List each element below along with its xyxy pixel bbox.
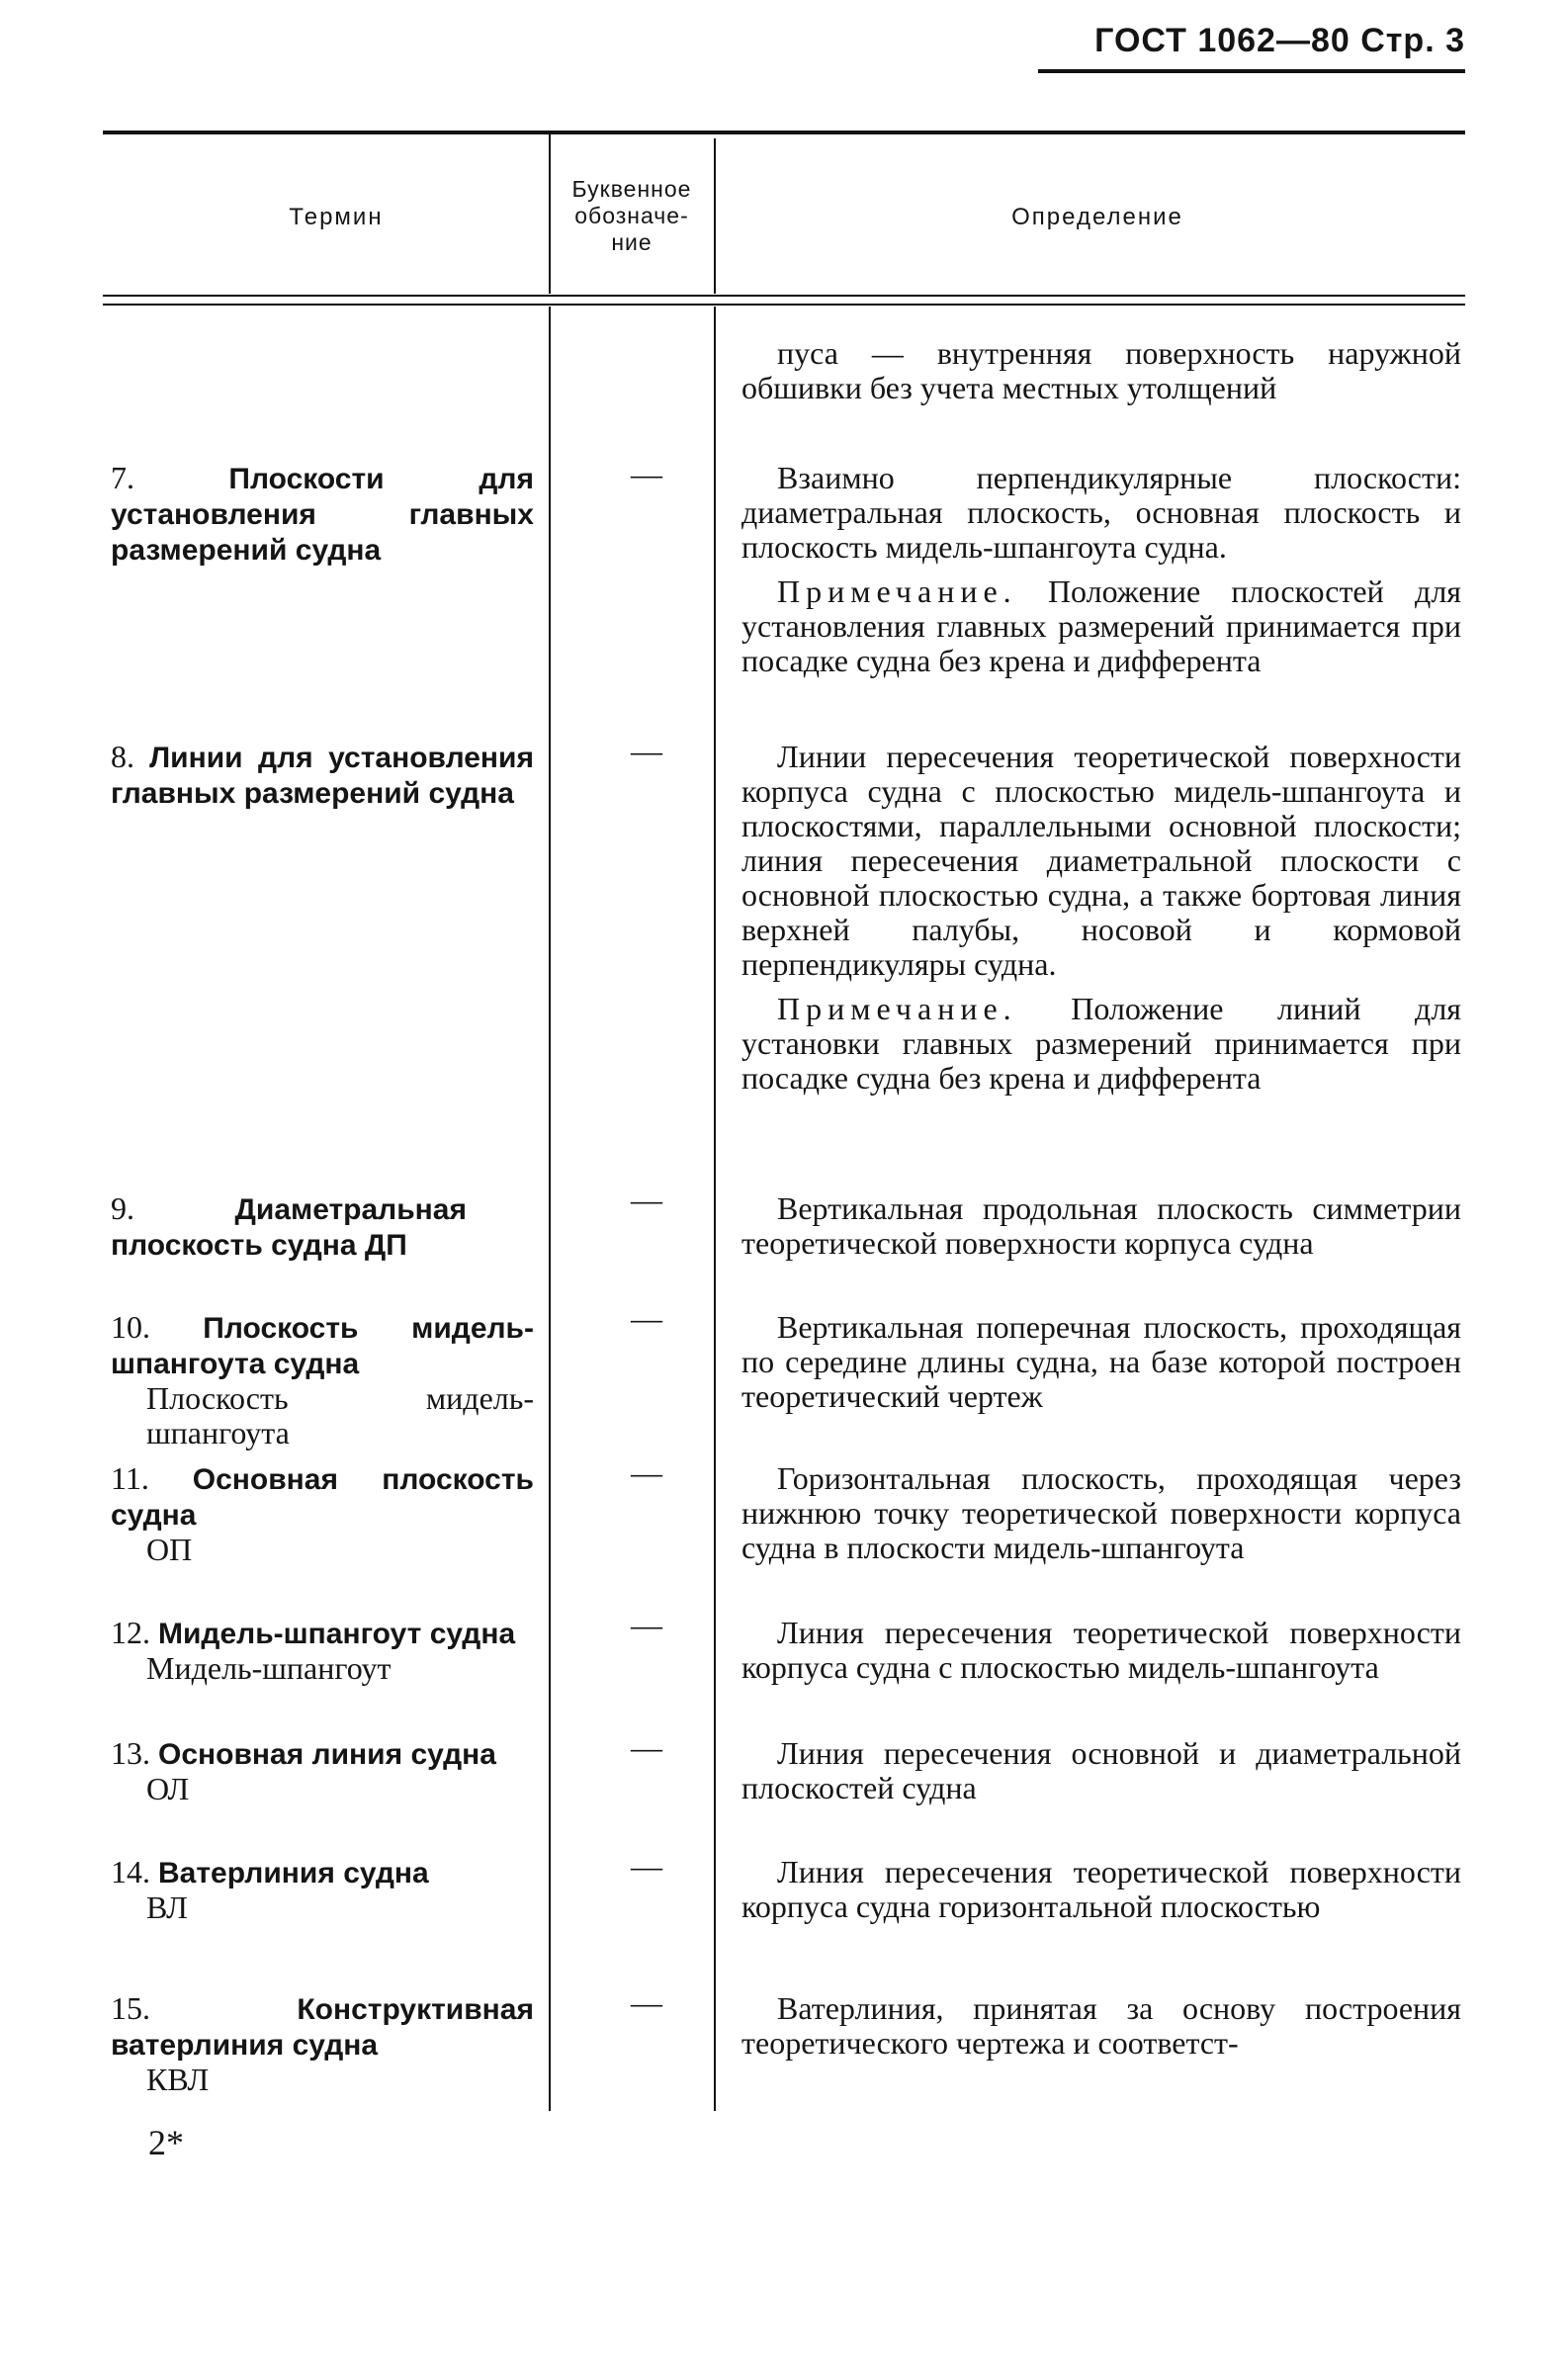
header-rule-upper	[103, 295, 1465, 297]
definition-row-8	[741, 740, 1461, 1096]
term-number: 9.	[111, 1190, 134, 1226]
header-rule-lower	[103, 304, 1465, 306]
definition-text: Линия пересечения теоретической поверхности корпуса судна горизонтальной плоскостью	[741, 1854, 1461, 1924]
term-name: Мидель-шпангоут судна	[158, 1618, 516, 1650]
definition-text: Ватерлиния, принятая за основу построения теоретического чертежа и соответст-	[741, 1990, 1461, 2061]
definition-row-13	[741, 1736, 1461, 1805]
definition-text: Взаимно перпендикулярные плоскости: диаметральная плоскость, основная плоскость и плоскость мидель-шпангоута судна.	[741, 460, 1461, 565]
term-synonym: ОП	[146, 1532, 193, 1567]
page-signature-mark: 2*	[148, 2123, 184, 2162]
term-name: Линии для установления главных размерений судна	[111, 742, 534, 810]
definition-note	[741, 574, 1461, 678]
note-label: Примечание.	[777, 991, 1017, 1026]
term-name: Ватерлиния судна	[158, 1857, 429, 1889]
abbreviation-row-8: —	[631, 733, 662, 768]
term-number: 14.	[111, 1854, 150, 1889]
column-header-term: Термин	[289, 204, 384, 230]
definition-row-10	[741, 1310, 1461, 1414]
term-number: 11.	[111, 1460, 149, 1496]
column-header-letters-line: Буквенное	[571, 176, 692, 202]
term-name: Диаметральная плоскость судна ДП	[111, 1193, 467, 1262]
term-synonym: Плоскость мидель-шпангоута	[146, 1380, 534, 1450]
term-name: Конструктивная ватерлиния судна	[111, 1993, 534, 2062]
definition-text: Линии пересечения теоретической поверхности корпуса судна с плоскостью мидель-шпангоута и плоскостями, параллельными основной плоскости; линия пересечения диаметральной плоскости с основной плоскостью судна, а также бортовая линия верхней палубы, носовой и кормовой перпендикуляры судна.	[741, 739, 1461, 982]
note-text: Положение плоскостей для установления главных размерений принимается при посадке судна без крена и дифферента	[741, 573, 1462, 678]
column-divider-left-top	[549, 131, 551, 294]
term-number: 12.	[111, 1615, 150, 1650]
definition-text: Вертикальная поперечная плоскость, проходящая по середине длины судна, на базе которой построен теоретический чертеж	[741, 1309, 1461, 1414]
term-number: 8.	[111, 739, 134, 774]
term-synonym: КВЛ	[146, 2062, 210, 2097]
definition-text: Линия пересечения основной и диаметральной плоскостей судна	[741, 1735, 1461, 1805]
term-row-7	[111, 461, 534, 568]
note-label: Примечание.	[777, 573, 1017, 609]
column-divider-left	[549, 307, 551, 2111]
definition-row-9	[741, 1191, 1461, 1261]
term-name: Основная плоскость судна	[111, 1463, 534, 1532]
definition-row-15	[741, 1991, 1461, 2061]
term-row-12	[111, 1616, 534, 1686]
abbreviation-row-9: —	[631, 1182, 662, 1217]
header-rule	[1038, 69, 1465, 73]
definition-text: Вертикальная продольная плоскость симметрии теоретической поверхности корпуса судна	[741, 1190, 1461, 1261]
term-name: Плоскость мидель-шпангоута судна	[111, 1312, 534, 1380]
definition-note	[741, 992, 1461, 1096]
term-row-9	[111, 1191, 467, 1263]
term-name: Плоскости для установления главных размерений судна	[111, 463, 534, 567]
definition-continuation	[741, 336, 1461, 405]
abbreviation-row-12: —	[631, 1607, 662, 1642]
note-text: Положение линий для установки главных размерений принимается при посадке судна без крена и дифферента	[741, 991, 1462, 1096]
abbreviation-row-14: —	[631, 1848, 662, 1884]
term-number: 15.	[111, 1990, 150, 2026]
term-synonym: ВЛ	[146, 1889, 188, 1925]
abbreviation-row-11: —	[631, 1454, 662, 1490]
column-header-definition: Определение	[1011, 204, 1183, 230]
column-header-letters	[552, 176, 712, 256]
abbreviation-row-15: —	[631, 1984, 662, 2020]
term-synonym: ОЛ	[146, 1771, 190, 1806]
abbreviation-row-10: —	[631, 1300, 662, 1336]
term-row-15	[111, 1991, 534, 2097]
column-header-letters-line: ние	[611, 229, 653, 255]
table-top-rule	[103, 131, 1465, 134]
definition-text: Линия пересечения теоретической поверхности корпуса судна с плоскостью мидель-шпангоута	[741, 1615, 1461, 1685]
column-header-letters-line: обозначе-	[574, 203, 689, 228]
definition-text: пуса — внутренняя поверхность наружной обшивки без учета местных утолщений	[741, 335, 1461, 405]
term-number: 13.	[111, 1735, 150, 1771]
column-divider-right	[714, 307, 716, 2111]
abbreviation-row-7: —	[631, 456, 662, 491]
column-divider-right-top	[714, 138, 716, 294]
definition-text: Горизонтальная плоскость, проходящая через нижнюю точку теоретической поверхности корпуса судна в плоскости мидель-шпангоута	[741, 1460, 1461, 1565]
definition-row-11	[741, 1461, 1461, 1565]
abbreviation-row-13: —	[631, 1729, 662, 1765]
term-number: 7.	[111, 460, 134, 495]
page-header: ГОСТ 1062—80 Стр. 3	[1094, 22, 1465, 59]
term-synonym: Мидель-шпангоут	[146, 1650, 392, 1686]
term-number: 10.	[111, 1309, 150, 1345]
definition-row-7	[741, 461, 1461, 678]
term-row-11	[111, 1461, 534, 1567]
term-row-14	[111, 1855, 534, 1925]
definition-row-12	[741, 1616, 1461, 1685]
term-row-8	[111, 740, 534, 811]
term-name: Основная линия судна	[158, 1738, 496, 1771]
term-row-10	[111, 1310, 534, 1450]
term-row-13	[111, 1736, 534, 1806]
definition-row-14	[741, 1855, 1461, 1924]
